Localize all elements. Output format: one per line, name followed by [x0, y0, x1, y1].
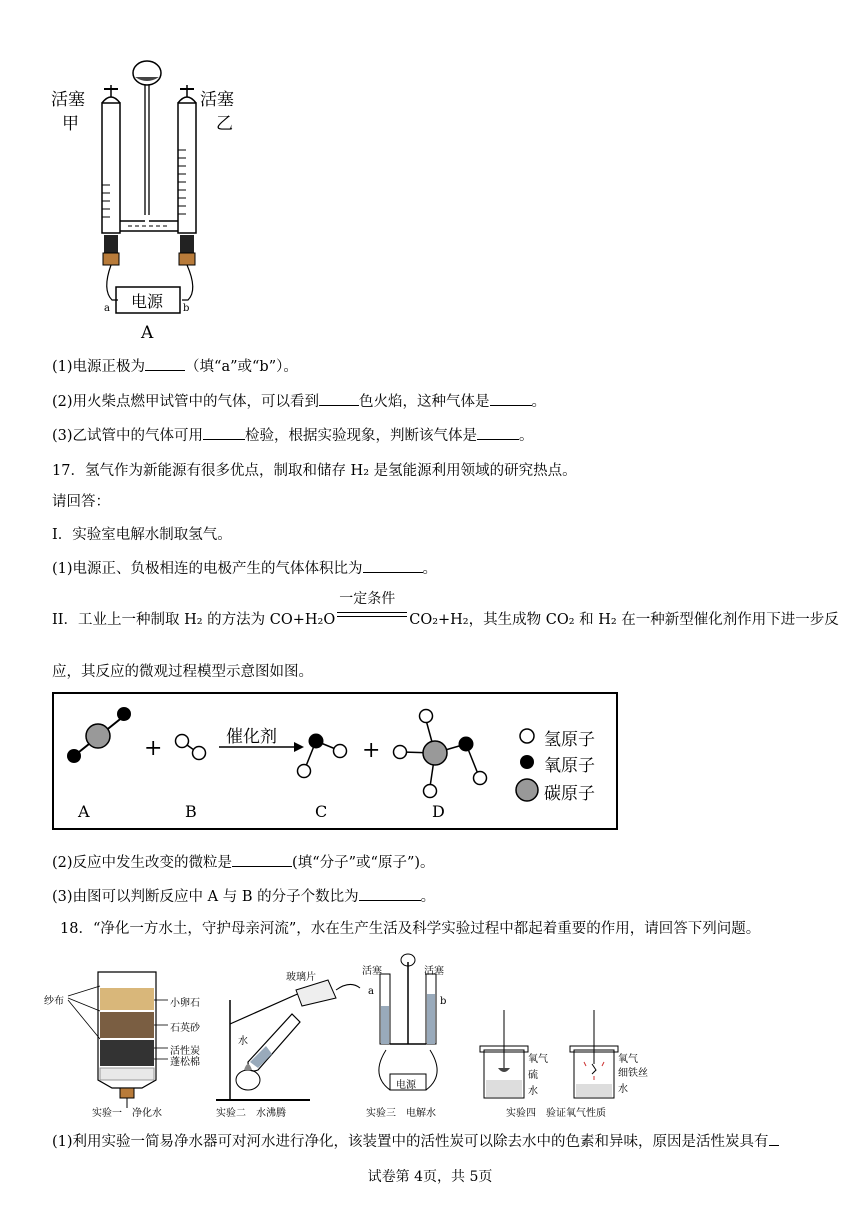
- power-supply-label: 电源: [131, 292, 164, 311]
- answer-blank[interactable]: [232, 852, 292, 867]
- q17-part-ii-cont: 应，其反应的微观过程模型示意图如图。: [52, 664, 313, 680]
- molecule-d-label: D: [432, 802, 445, 821]
- exp2-water-label: 水: [238, 1036, 248, 1047]
- hydrogen-atom: [424, 785, 437, 798]
- oxygen-atom: [67, 749, 81, 763]
- hydrogen-atom: [420, 710, 433, 723]
- hydrogen-atom: [334, 745, 347, 758]
- figure-a-caption: A: [141, 323, 154, 343]
- answer-blank[interactable]: [769, 1131, 779, 1146]
- answer-blank[interactable]: [203, 425, 245, 440]
- exp3-b-label: b: [440, 996, 447, 1007]
- electrolysis-figure-a: [50, 55, 260, 345]
- exp2-caption: 实验二 水沸腾: [216, 1108, 286, 1119]
- catalyst-label: 催化剂: [226, 727, 277, 747]
- q18-part1: (1)利用实验一简易净水器可对河水进行净化，该装置中的活性炭可以除去水中的色素和异味，原因是活性炭具有: [52, 1130, 779, 1151]
- molecule-b-label: B: [185, 802, 197, 821]
- terminal-a-label: a: [104, 303, 110, 314]
- exp1-cotton-label: 蓬松棉: [170, 1057, 200, 1068]
- legend-oxygen-icon: [520, 755, 534, 769]
- q17-part2: (2)反应中发生改变的微粒是 (填“分子”或“原子”)。: [52, 851, 435, 872]
- exp2-glass-label: 玻璃片: [286, 972, 316, 983]
- experiments-figure: [40, 950, 680, 1120]
- q18-stem: 18．“净化一方水土，守护母亲河流”，水在生产生活及科学实验过程中都起着重要的作用，请回答下列问题。: [60, 921, 761, 937]
- q17-part-ii: II．工业上一种制取 H₂ 的方法为 CO+H₂O 一定条件 CO₂+H₂，其生成物 CO₂ 和 H₂ 在一种新型催化剂作用下进一步反: [52, 608, 839, 629]
- terminal-b-label: b: [183, 303, 190, 314]
- carbon-atom: [86, 724, 110, 748]
- exp4b-oxygen-label: 氧气: [618, 1054, 638, 1065]
- reaction-condition-arrow: [337, 591, 407, 624]
- exp3-a-label: a: [368, 986, 374, 997]
- experiments-drawing: [40, 950, 680, 1120]
- reaction-model-figure: [52, 692, 618, 830]
- valve-left-label: 活塞: [51, 90, 85, 110]
- answer-blank[interactable]: [477, 425, 519, 440]
- exp4b-water-label: 水: [618, 1084, 628, 1095]
- q17-part1: (1)电源正、负极相连的电极产生的气体体积比为 。: [52, 557, 437, 578]
- oxygen-atom: [117, 707, 131, 721]
- exp1-caption: 实验一 净化水: [92, 1108, 162, 1119]
- reaction-molecules-drawing: [54, 694, 616, 828]
- answer-blank[interactable]: [319, 391, 359, 406]
- molecule-c-label: C: [315, 802, 328, 821]
- exp4a-water-label: 水: [528, 1086, 538, 1097]
- legend-hydrogen-icon: [520, 729, 534, 743]
- exp1-pebbles-label: 小卵石: [170, 998, 200, 1009]
- q17-prompt: 请回答：: [52, 494, 110, 510]
- valve-right-label: 活塞: [200, 90, 234, 110]
- condition-label: 一定条件: [339, 591, 396, 607]
- hydrogen-atom: [193, 747, 206, 760]
- exp4-caption: 实验四 验证氧气性质: [506, 1108, 606, 1119]
- answer-blank[interactable]: [359, 886, 421, 901]
- q16-part2: (2)用火柴点燃甲试管中的气体，可以看到 色火焰，这种气体是 。: [52, 390, 546, 411]
- answer-blank[interactable]: [363, 558, 423, 573]
- exp1-sand-label: 石英砂: [170, 1023, 200, 1034]
- plus-sign: +: [144, 736, 163, 761]
- plus-sign: +: [362, 738, 381, 763]
- tube-right-label: 乙: [216, 114, 233, 134]
- page-footer: 试卷第 4页，共 5页: [367, 1169, 493, 1185]
- tube-left-label: 甲: [62, 114, 79, 134]
- exp1-cloth-label: 纱布: [44, 996, 64, 1007]
- q16-part1: (1)电源正极为 （填“a”或“b”）。: [52, 355, 298, 376]
- exp4a-oxygen-label: 氧气: [528, 1054, 548, 1065]
- q17-part-i: I．实验室电解水制取氢气。: [52, 527, 232, 543]
- exp3-caption: 实验三 电解水: [366, 1108, 436, 1119]
- legend-carbon-icon: [516, 779, 538, 801]
- legend-hydrogen-label: 氢原子: [544, 730, 595, 750]
- legend-oxygen-label: 氧原子: [544, 756, 595, 776]
- exp3-valve1-label: 活塞: [362, 966, 382, 977]
- answer-blank[interactable]: [145, 356, 185, 371]
- exp3-power-label: 电源: [396, 1080, 416, 1091]
- exp3-valve2-label: 活塞: [424, 966, 444, 977]
- hydrogen-atom: [176, 735, 189, 748]
- exp4a-sulfur-label: 硫: [528, 1070, 538, 1081]
- q16-part3: (3)乙试管中的气体可用 检验，根据实验现象，判断该气体是 。: [52, 424, 534, 445]
- legend-carbon-label: 碳原子: [544, 784, 595, 804]
- q17-part3: (3)由图可以判断反应中 A 与 B 的分子个数比为 。: [52, 885, 435, 906]
- hydrogen-atom: [394, 746, 407, 759]
- oxygen-atom: [459, 737, 474, 752]
- hydrogen-atom: [474, 772, 487, 785]
- molecule-a-label: A: [78, 802, 90, 821]
- carbon-atom: [423, 741, 447, 765]
- answer-blank[interactable]: [490, 391, 532, 406]
- q17-stem: 17．氢气作为新能源有很多优点，制取和储存 H₂ 是氢能源利用领域的研究热点。: [52, 463, 577, 479]
- exp1-carbon-label: 活性炭: [170, 1046, 200, 1057]
- exp4b-iron-label: 细铁丝: [618, 1068, 648, 1079]
- hydrogen-atom: [298, 765, 311, 778]
